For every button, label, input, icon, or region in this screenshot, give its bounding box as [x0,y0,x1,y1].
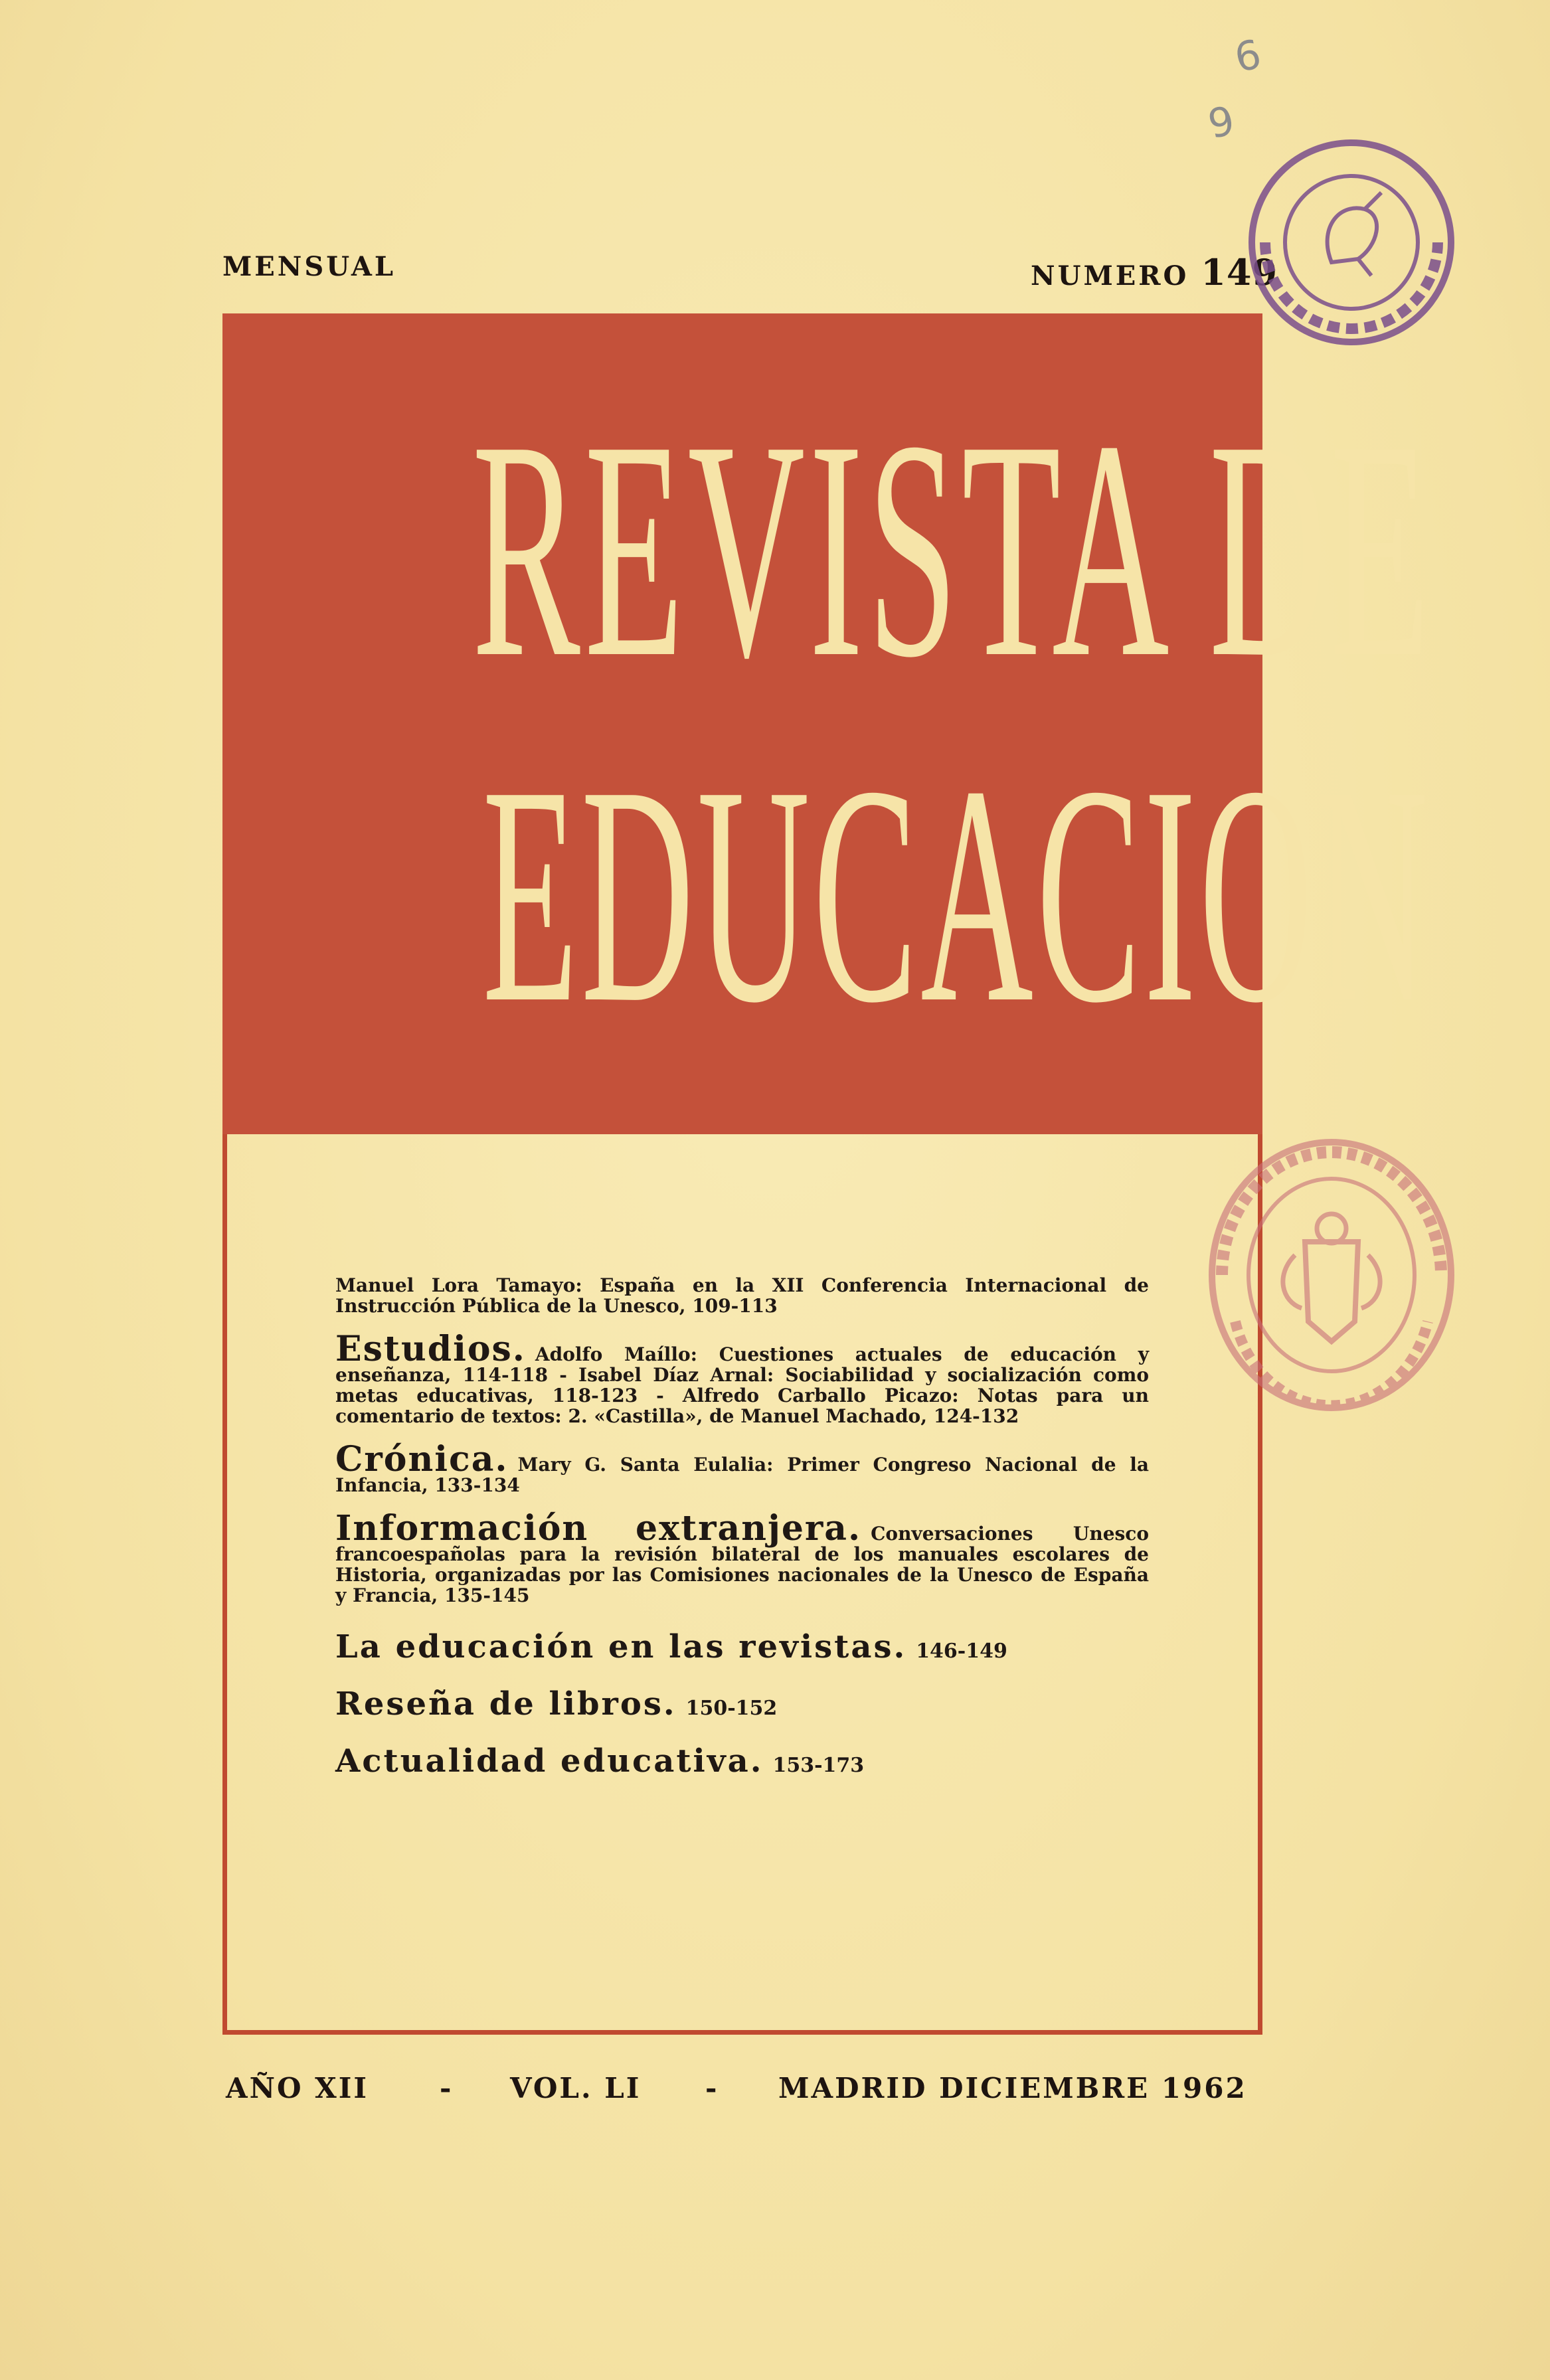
issue-number-label: NUMERO [1031,260,1189,292]
section-text: Mary G. Santa Eulalia: Primer Congreso Nacional de la Infancia, 133-134 [335,1454,1149,1496]
toc-lead-article: Manuel Lora Tamayo: España en la XII Conferencia Internacional de Instrucción Pública de la Unesco, 109-113 [335,1274,1149,1317]
issue-footer [226,2072,1268,2112]
section-text: Adolfo Maíllo: Cuestiones actuales de educación y enseñanza, 114-118 - Isabel Díaz Arnal: Sociabilidad y socialización como metas educativas, 118-123 - Alfredo Carballo Picazo: Notas para un comentario de textos: 2. «Castilla», de Manuel Machado, 124-132 [335,1343,1149,1427]
title-line-2: EDUCACION [482,721,1432,1067]
toc-section-estudios [335,1329,1149,1427]
section-heading: La educación en las revistas. [335,1628,907,1665]
toc-section-actualidad [335,1742,1149,1780]
footer-separator: - [705,2072,719,2104]
title-line-1: REVISTA DE [472,376,1434,722]
title-block [222,313,1434,1134]
issue-number-value: 149 [1201,251,1278,294]
table-of-contents [335,1275,1149,1800]
section-heading: Información extranjera. [335,1508,862,1549]
footer-place-date: MADRID DICIEMBRE 1962 [778,2072,1247,2104]
footer-volume: VOL. LI [510,2072,642,2104]
section-text: Conversaciones Unesco francoespañolas para la revisión bilateral de los manuales escolares de Historia, organizadas por las Comisiones nacionales de la Unesco de España y Francia, 135-145 [335,1523,1149,1606]
section-heading: Reseña de libros. [335,1685,677,1723]
footer-separator: - [440,2072,454,2104]
toc-section-libros [335,1685,1149,1723]
section-pages: 153-173 [772,1754,865,1777]
section-heading: Actualidad educativa. [335,1742,764,1780]
library-stamp-icon [1239,129,1464,355]
toc-section-informacion [335,1508,1149,1606]
pencil-mark: 6 [1231,31,1266,82]
section-heading: Crónica. [335,1439,509,1480]
toc-section-revistas [335,1628,1149,1665]
institute-stamp-icon [1195,1122,1468,1494]
section-heading: Estudios. [335,1329,526,1369]
pencil-mark: 9 [1204,97,1239,149]
toc-section-cronica [335,1439,1149,1496]
footer-year: AÑO XII [226,2072,369,2104]
section-pages: 150-152 [685,1697,778,1720]
section-pages: 146-149 [916,1640,1007,1663]
frequency-label: MENSUAL [222,251,396,282]
